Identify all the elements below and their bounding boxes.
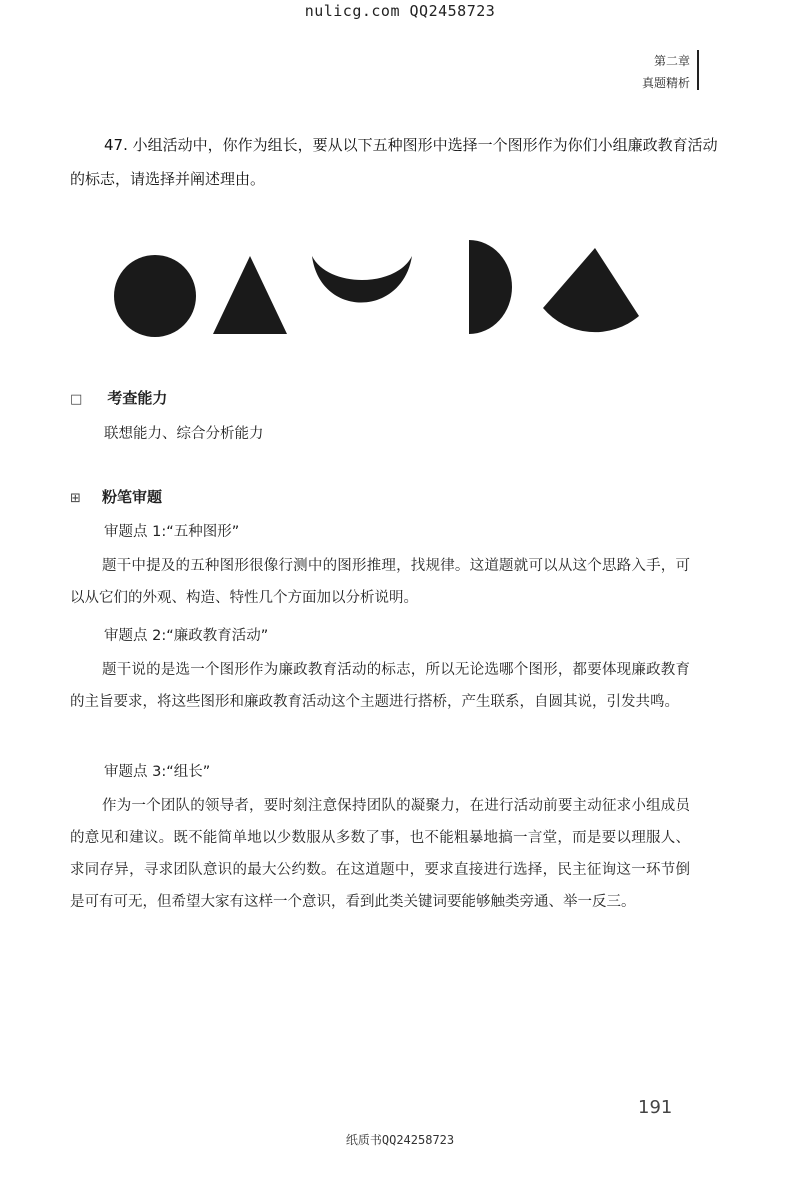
review-point2-title: 审题点 2:“廉政教育活动” (104, 628, 269, 644)
sector-shape (543, 248, 639, 332)
watermark-top: nulicg.com QQ2458723 (304, 2, 496, 20)
triangle-shape (213, 256, 287, 334)
review-point3-title: 审题点 3:“组长” (104, 764, 211, 780)
section-label: 真题精析 (641, 76, 690, 90)
chalk-icon: ⊞ (70, 491, 81, 506)
ability-title: 考查能力 (107, 389, 168, 407)
figures-row (100, 238, 660, 348)
page-number: 191 (638, 1097, 673, 1118)
running-header (642, 50, 690, 94)
chapter-label: 第二章 (653, 54, 690, 68)
review-point1-body: 题干中提及的五种图形很像行测中的图形推理，找规律。这道题就可以从这个思路入手，可以从它们的外观、构造、特性几个方面加以分析说明。 (70, 558, 690, 606)
review-point3-body: 作为一个团队的领导者，要时刻注意保持团队的凝聚力，在进行活动前要主动征求小组成员的意见和建议。既不能简单地以少数服从多数了事，也不能粗暴地搞一言堂，而是要以理服人、求同存异，寻求团队意识的最大公约数。在这道题中，要求直接进行选择，民主征询这一环节倒是可有可无，但希望大家有这样一个意识，看到此类关键词要能够触类旁通、举一反三。 (70, 798, 690, 910)
review-point1-title: 审题点 1:“五种图形” (104, 524, 240, 540)
circle-shape (114, 255, 196, 337)
question-text: 47. 小组活动中，你作为组长，要从以下五种图形中选择一个图形作为你们小组廉政教育活动的标志，请选择并阐述理由。 (70, 136, 718, 188)
half-circle-shape (469, 240, 512, 334)
watermark-bottom: 纸质书QQ24258723 (345, 1133, 455, 1147)
header-divider (697, 50, 699, 90)
review-title: 粉笔审题 (102, 488, 163, 506)
crescent-shape (312, 256, 412, 303)
square-icon: □ (70, 392, 83, 407)
section-review-heading (70, 486, 162, 507)
ability-body: 联想能力、综合分析能力 (104, 426, 264, 442)
section-ability-heading (70, 387, 167, 408)
review-point2-body: 题干说的是选一个图形作为廉政教育活动的标志，所以无论选哪个图形，都要体现廉政教育的主旨要求，将这些图形和廉政教育活动这个主题进行搭桥，产生联系，自圆其说，引发共鸣。 (70, 662, 690, 710)
